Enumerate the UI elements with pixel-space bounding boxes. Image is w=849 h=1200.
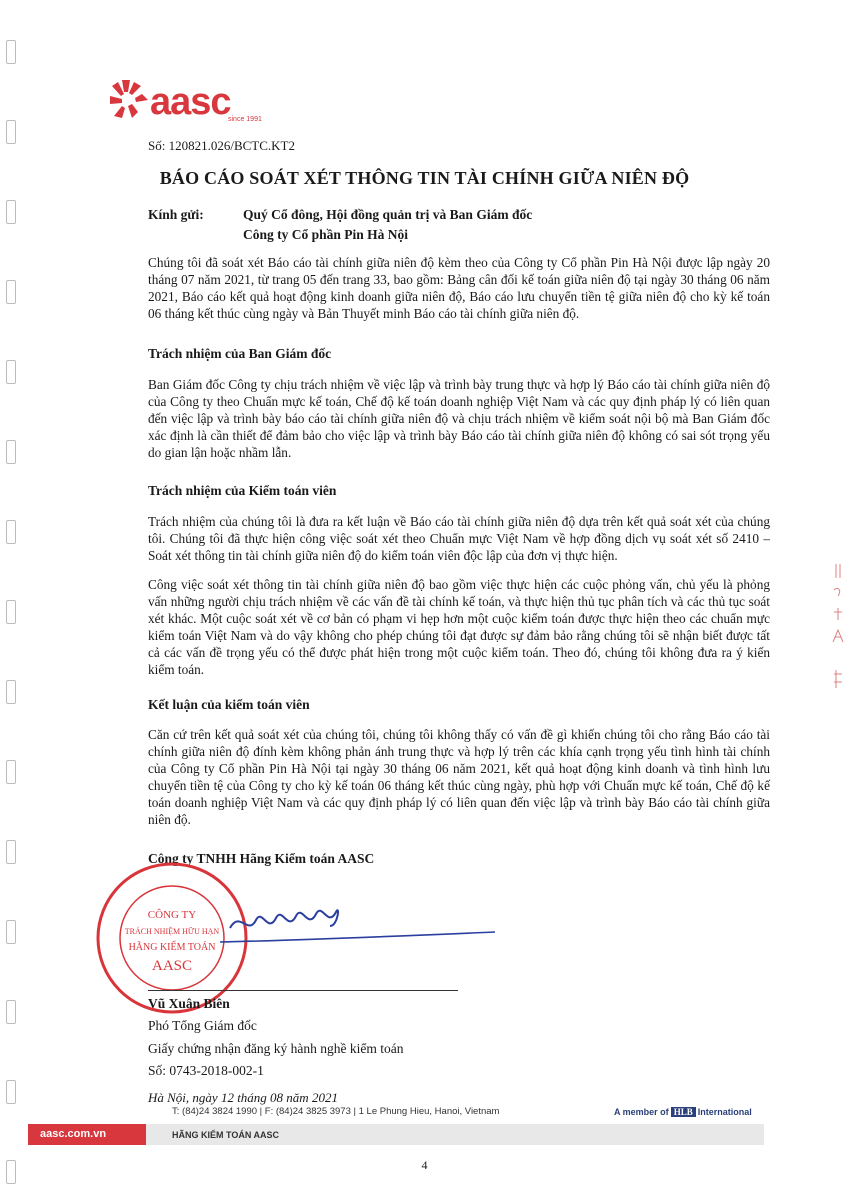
member-suffix: International [697,1107,752,1117]
footer-firm-name: HÃNG KIỂM TOÁN AASC [172,1130,280,1140]
page-number: 4 [421,1158,428,1172]
signer-name: Vũ Xuân Biên [148,996,230,1011]
recipient-line-1: Quý Cổ đông, Hội đồng quản trị và Ban Giám đốc [243,207,533,222]
section-heading-auditor: Trách nhiệm của Kiểm toán viên [148,483,337,498]
recipient-line-2: Công ty Cổ phần Pin Hà Nội [243,227,409,242]
reference-number: Số: 120821.026/BCTC.KT2 [148,138,295,153]
certificate-label: Giấy chứng nhận đăng ký hành nghề kiểm toán [148,1041,404,1056]
hlb-logo: HLB [671,1107,696,1117]
recipient-label: Kính gửi: [148,207,204,222]
intro-paragraph: Chúng tôi đã soát xét Báo cáo tài chính giữa niên độ kèm theo của Công ty Cổ phần Pin Hà Nội được lập ngày 20 tháng 07 năm 2021, từ trang 05 đến trang 33, bao gồm: Bảng cân đối kế toán giữa niên độ tại ngày 30 tháng 06 năm 2021, Báo cáo kết quả hoạt động kinh doanh giữa niên độ, Báo cáo lưu chuyển tiền tệ giữa niên độ cho kỳ kế toán 06 tháng kết thúc cùng ngày và Bản Thuyết minh Báo cáo tài chính giữa niên độ. [148,255,770,321]
certificate-number: Số: 0743-2018-002-1 [148,1063,264,1078]
auditor-responsibility-paragraph-2: Công việc soát xét thông tin tài chính giữa niên độ bao gồm việc thực hiện các cuộc phỏng vấn, chủ yếu là phỏng vấn những người chịu trách nhiệm về các vấn đề tài chính kế toán, và thực hiện thủ tục phân tích và các thủ tục soát xét khác. Một cuộc soát xét về cơ bản có phạm vi hẹp hơn một cuộc kiểm toán được thực hiện theo các chuẩn mực kiểm toán Việt Nam và do vậy không cho phép chúng tôi đạt được sự đảm bảo rằng chúng tôi sẽ nhận biết được tất cả các vấn đề trọng yếu có thể được phát hiện trong một cuộc kiểm toán. Theo đó, chúng tôi không đưa ra ý kiến kiểm toán. [148,577,770,677]
svg-text:AASC: AASC [151,958,193,974]
place-date: Hà Nội, ngày 12 tháng 08 năm 2021 [148,1090,338,1105]
footer-contact: T: (84)24 3824 1990 | F: (84)24 3825 3973 | 1 Le Phung Hieu, Hanoi, Vietnam [172,1106,500,1117]
svg-text:HÃNG KIỂM TOÁN: HÃNG KIỂM TOÁN [128,942,216,953]
auditor-responsibility-paragraph-1: Trách nhiệm của chúng tôi là đưa ra kết luận về Báo cáo tài chính giữa niên độ dựa trên kết quả soát xét của chúng tôi. Chúng tôi đã thực hiện công việc soát xét theo Chuẩn mực Việt Nam về hợp đồng dịch vụ soát xét số 2410 – Soát xét thông tin tài chính giữa niên độ do kiểm toán viên độc lập của đơn vị thực hiện. [148,514,770,563]
signing-company: Công ty TNHH Hãng Kiểm toán AASC [148,851,375,866]
footer-website: aasc.com.vn [40,1128,107,1140]
svg-text:TRÁCH NHIỆM HỮU HẠN: TRÁCH NHIỆM HỮU HẠN [124,927,220,936]
hlb-membership [614,1107,752,1117]
document-title: BÁO CÁO SOÁT XÉT THÔNG TIN TÀI CHÍNH GIỮA NIÊN ĐỘ [159,168,690,188]
signature-line [148,990,458,991]
aasc-star-icon [108,78,152,126]
section-heading-conclusion: Kết luận của kiểm toán viên [148,697,310,712]
logo-tagline: since 1991 [228,116,262,123]
management-responsibility-paragraph: Ban Giám đốc Công ty chịu trách nhiệm về việc lập và trình bày trung thực và hợp lý Báo cáo tài chính giữa niên độ của Công ty theo Chuẩn mực kế toán, Chế độ kế toán doanh nghiệp Việt Nam và các quy định pháp lý có liên quan đến việc lập và trình bày báo cáo tài chính giữa niên độ và chịu trách nhiệm về kiểm soát nội bộ mà Ban Giám đốc xác định là cần thiết để đảm bảo cho việc lập và trình bày Báo cáo tài chính giữa niên độ không có sai sót trọng yếu do gian lận hoặc nhầm lẫn. [148,377,770,460]
section-heading-management: Trách nhiệm của Ban Giám đốc [148,346,332,361]
logo-wordmark: aasc [150,81,231,123]
aasc-logo [108,78,268,128]
handwritten-signature [220,890,510,960]
member-prefix: A member of [614,1107,669,1117]
conclusion-paragraph: Căn cứ trên kết quả soát xét của chúng tôi, chúng tôi không thấy có vấn đề gì khiến chúng tôi cho rằng Báo cáo tài chính giữa niên độ đính kèm không phản ánh trung thực và hợp lý trên các khía cạnh trọng yếu tình hình tài chính của Công ty Cổ phần Pin Hà Nội tại ngày 30 tháng 06 năm 2021, kết quả hoạt động kinh doanh và tình hình lưu chuyển tiền tệ của Công ty cho kỳ kế toán 06 tháng kết thúc cùng ngày, phù hợp với Chuẩn mực kế toán, Chế độ kế toán doanh nghiệp Việt Nam và các quy định pháp lý có liên quan đến việc lập và trình bày Báo cáo tài chính giữa niên độ. [148,727,770,827]
signer-title: Phó Tổng Giám đốc [148,1018,257,1033]
margin-stamp-marks [828,560,848,700]
svg-text:CÔNG TY: CÔNG TY [147,909,197,921]
